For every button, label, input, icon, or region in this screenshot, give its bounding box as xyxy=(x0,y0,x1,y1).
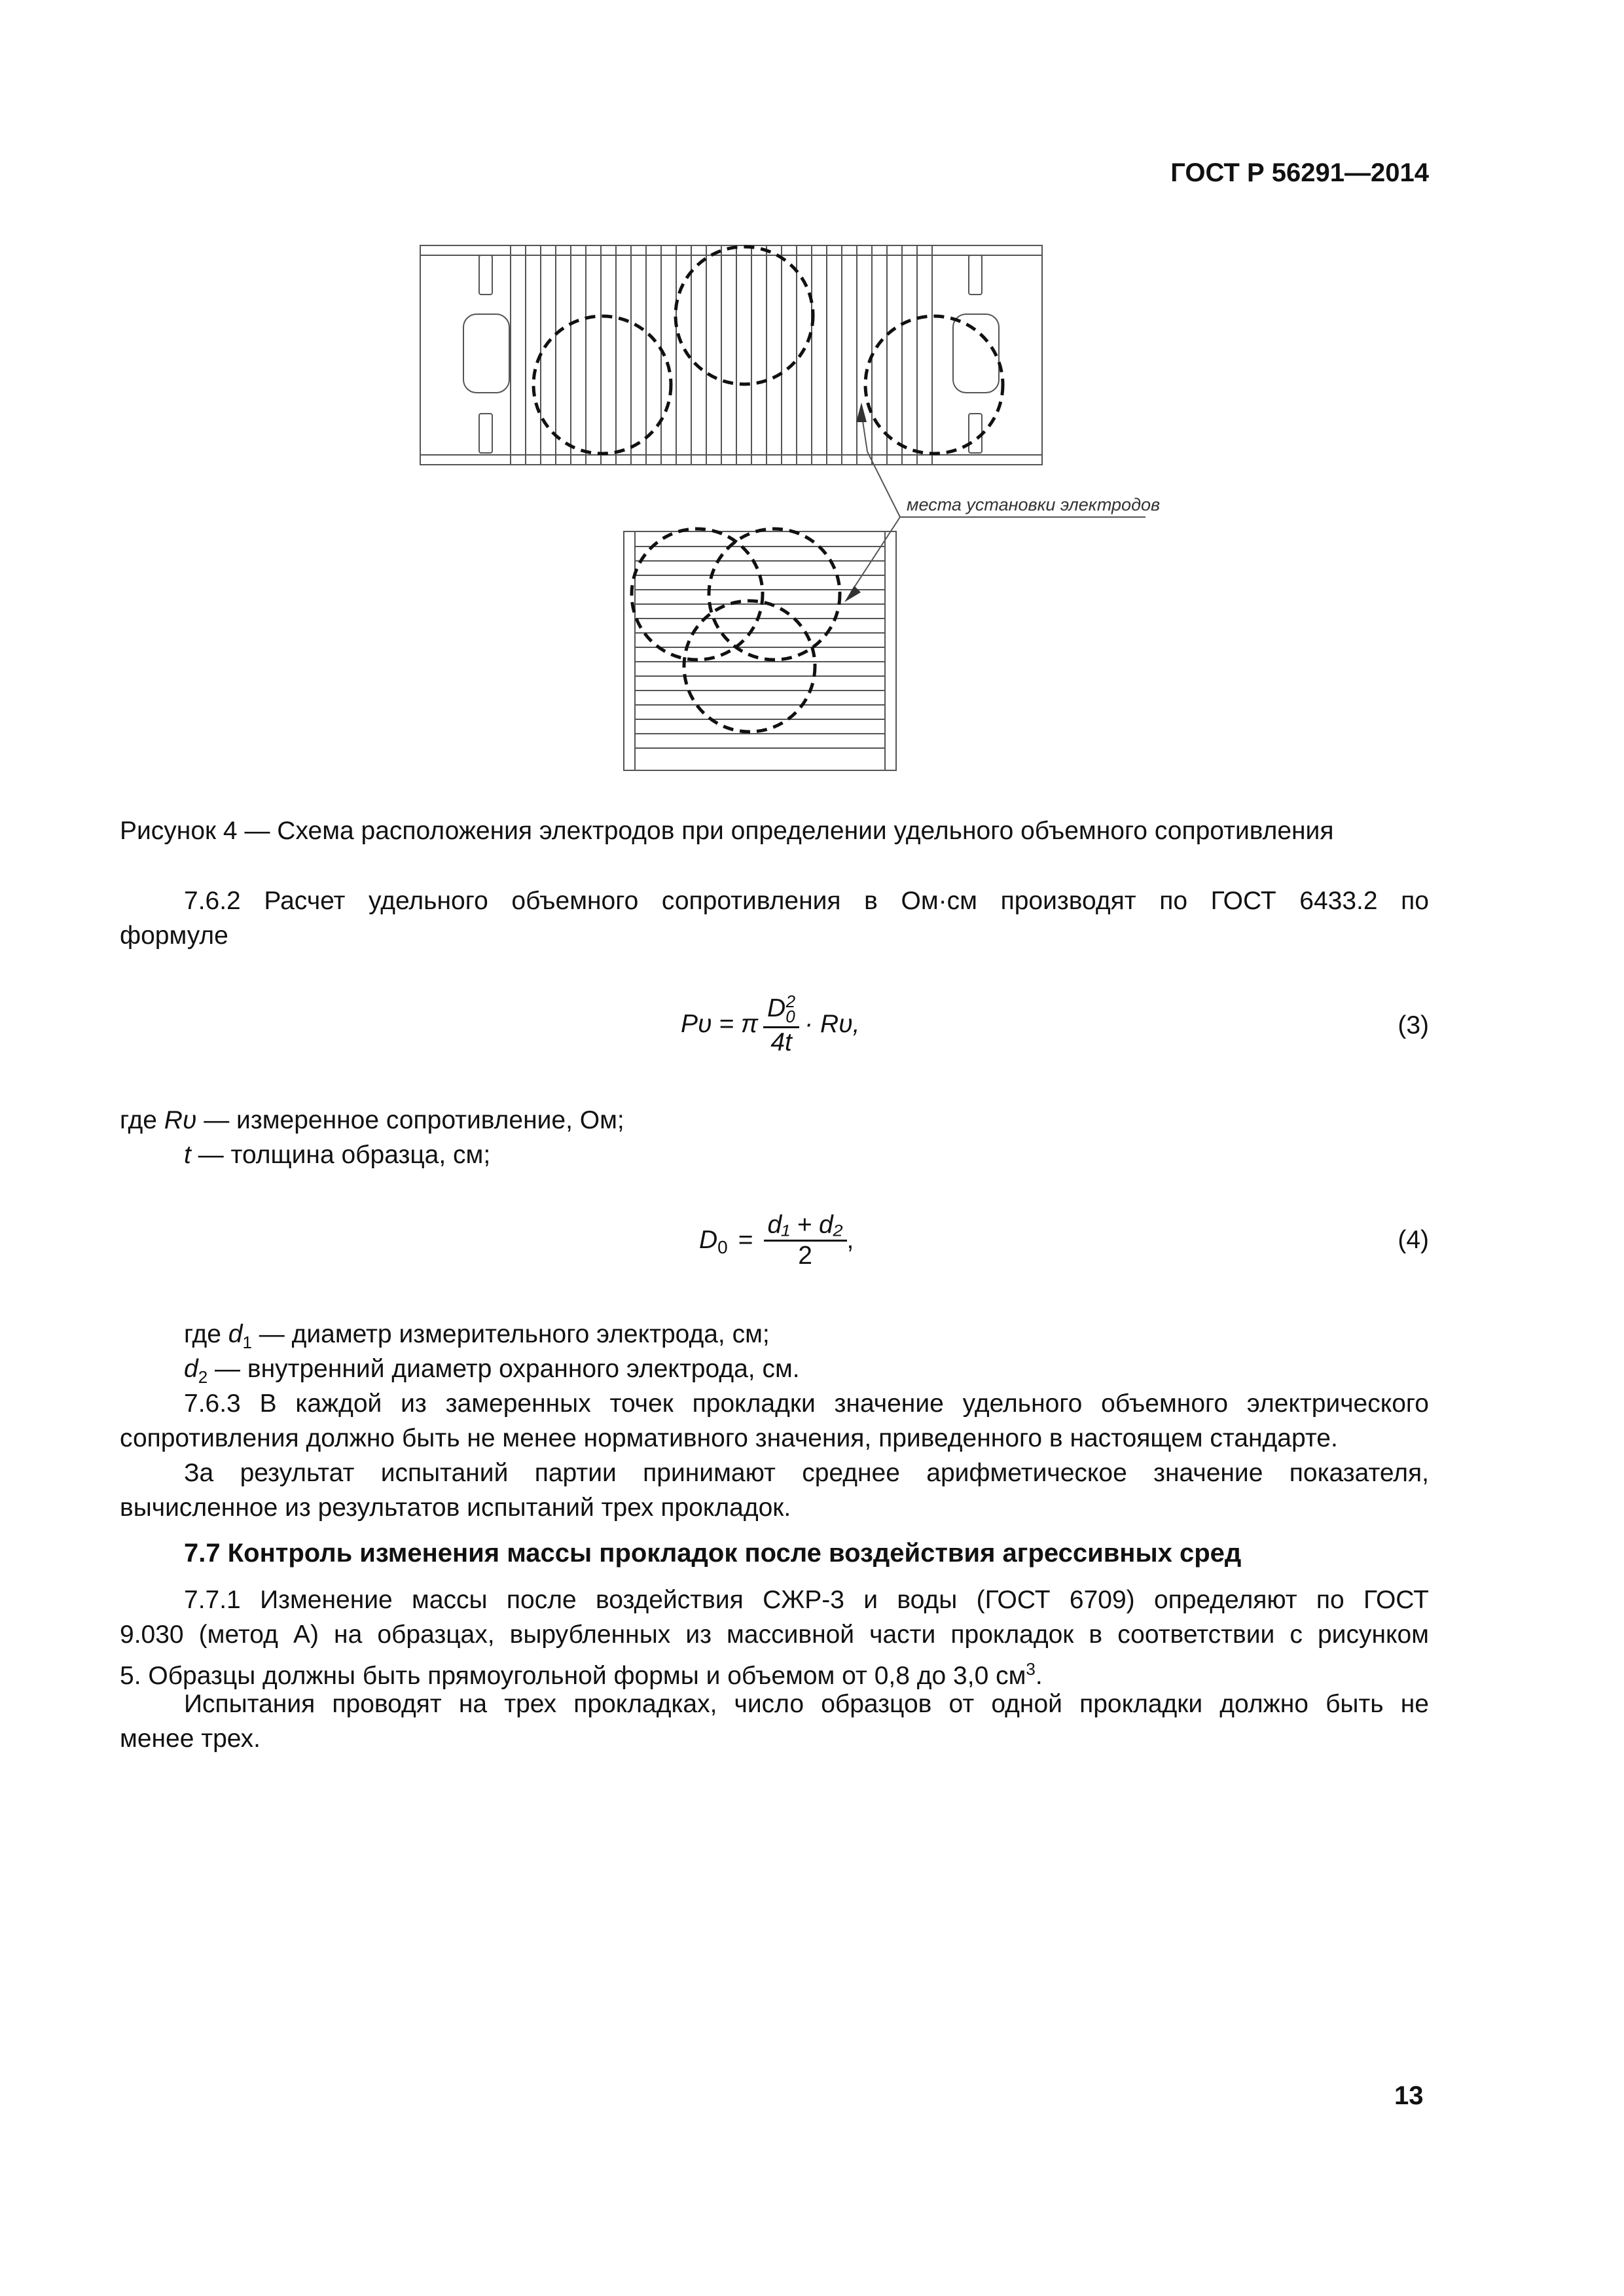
leader-arrow-top xyxy=(856,403,867,422)
electrode-circle xyxy=(709,529,840,660)
para-771-line2: 9.030 (метод А) на образцах, вырубленных из массивной части прокладок в соответствии с рисунком xyxy=(120,1621,1429,1649)
formula-4-number: (4) xyxy=(1398,1226,1429,1254)
where-intro-2: где xyxy=(184,1320,221,1348)
electrode-circle xyxy=(533,316,671,454)
para-771-line4: Испытания проводят на трех прокладках, число образцов от одной прокладки должно быть не xyxy=(184,1690,1429,1718)
formula-4-num: d₁ + d₂ xyxy=(764,1211,847,1242)
electrode-circle xyxy=(632,529,763,660)
top-plate-drawing xyxy=(420,245,1042,465)
where-rv xyxy=(120,1103,624,1138)
para-763-line3: За результат испытаний партии принимают среднее арифметическое значение показателя, xyxy=(184,1459,1429,1487)
slot xyxy=(479,255,492,295)
desc-t: — толщина образца, см; xyxy=(198,1141,491,1169)
formula-3-num-sub: 0 xyxy=(785,1006,795,1026)
electrode-layout-figure xyxy=(393,236,1218,779)
para-763-line1: 7.6.3 В каждой из замеренных точек прокладки значение удельного объемного электрического xyxy=(184,1390,1429,1418)
symbol-d2: d xyxy=(184,1355,198,1383)
figure-caption: Рисунок 4 — Схема расположения электродов при определении удельного объемного сопротивления xyxy=(120,817,1334,845)
formula-3 xyxy=(681,982,859,1067)
section-77-title: 7.7 Контроль изменения массы прокладок после воздействия агрессивных сред xyxy=(184,1539,1242,1568)
electrode-circle xyxy=(865,316,1003,454)
symbol-t: t xyxy=(184,1141,191,1169)
para-771-line3-sup: 3 xyxy=(1026,1659,1036,1679)
formula-4-eq: = xyxy=(738,1226,753,1254)
electrode-label: места установки электродов xyxy=(907,495,1161,514)
electrode-circle xyxy=(684,601,815,732)
formula-4-lhs: D xyxy=(699,1226,718,1254)
para-762-line1: 7.6.2 Расчет удельного объемного сопротивления в Ом·см производят по ГОСТ 6433.2 по xyxy=(184,887,1429,915)
formula-3-den: 4t xyxy=(770,1028,792,1057)
leader-arrow-bottom xyxy=(844,586,861,602)
para-771-line3-end: . xyxy=(1035,1662,1043,1690)
formula-4-den: 2 xyxy=(798,1241,812,1270)
desc-d1: — диаметр измерительного электрода, см; xyxy=(259,1320,770,1348)
page-number: 13 xyxy=(1394,2081,1424,2110)
formula-3-rhs: · Rυ, xyxy=(804,1010,860,1038)
window xyxy=(953,314,999,393)
symbol-d1: d xyxy=(228,1320,243,1348)
para-763-line2: сопротивления должно быть не менее нормативного значения, приведенного в настоящем стандарте. xyxy=(120,1424,1338,1452)
electrode-circle xyxy=(676,247,813,384)
formula-4 xyxy=(699,1201,854,1280)
where-t xyxy=(184,1138,490,1172)
formula-4-tail: , xyxy=(846,1226,854,1254)
symbol-rv: Rυ xyxy=(164,1106,197,1134)
para-771-line5: менее трех. xyxy=(120,1725,261,1753)
slot xyxy=(969,255,982,295)
where-intro-1: где xyxy=(120,1106,157,1134)
formula-4-lhs-sub: 0 xyxy=(717,1237,728,1257)
para-763-line4: вычисленное из результатов испытаний трех прокладок. xyxy=(120,1494,791,1522)
symbol-d2-sub: 2 xyxy=(198,1367,208,1387)
formula-3-num-sup: 2 xyxy=(785,991,796,1011)
formula-3-number: (3) xyxy=(1398,1011,1429,1039)
para-762-line2: формуле xyxy=(120,922,228,950)
window xyxy=(463,314,509,393)
desc-rv: — измеренное сопротивление, Ом; xyxy=(204,1106,624,1134)
formula-3-lhs: Pυ = π xyxy=(681,1010,759,1038)
slot xyxy=(479,414,492,453)
slot xyxy=(969,414,982,453)
top-plate-outline xyxy=(420,245,1042,465)
document-header: ГОСТ Р 56291—2014 xyxy=(1170,158,1429,187)
para-771-line3-text: 5. Образцы должны быть прямоугольной формы и объемом от 0,8 до 3,0 см xyxy=(120,1662,1026,1690)
desc-d2: — внутренний диаметр охранного электрода, см. xyxy=(215,1355,800,1383)
symbol-d1-sub: 1 xyxy=(242,1332,252,1352)
para-771-line1: 7.7.1 Изменение массы после воздействия СЖР-3 и воды (ГОСТ 6709) определяют по ГОСТ xyxy=(184,1586,1429,1614)
formula-3-num: D xyxy=(767,994,786,1022)
